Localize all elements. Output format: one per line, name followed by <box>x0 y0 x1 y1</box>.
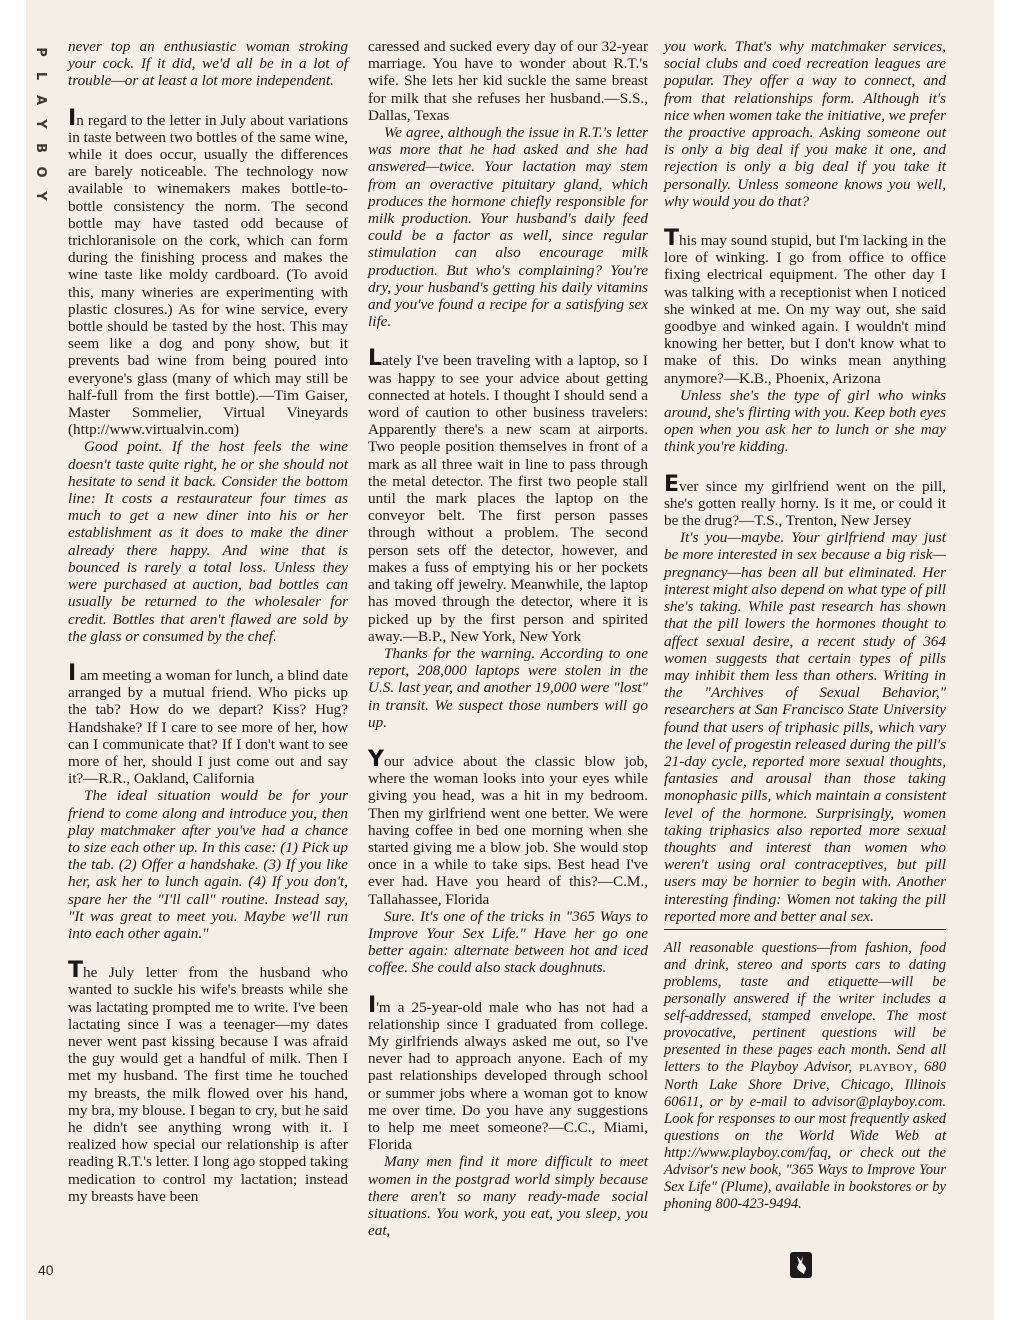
letter <box>368 992 648 1154</box>
letter-text: n regard to the letter in July about variations in taste between two bottles of the same wine, while it does occur, usually the differences are barely noticeable. The technology now available to winemakers makes bottle-to-bottle consistency the norm. The second bottle may have tasted odd because of trichloranisole on the cork, which can form during the finishing process and makes the wine taste like moldy cardboard. (To avoid this, many wineries are experimenting with plastic closures.) As for wine service, every bottle should be tasted by the host. This may seem like a dog and pony show, but it prevents bad wine from being poured into everyone's glass (many of which may still be half-full from the first bottle).—Tim Gaiser, Master Sommelier, Virtual Vineyards (http://www.virtualvin.com) <box>68 111 348 439</box>
letter-text: he July letter from the husband who wanted to suckle his wife's breasts while she was lactating prompted me to write. I've been lactating since I was a teenager—my dates never went past kissing because I was afraid the guy would get a handful of milk. Then I met my husband. The first time he touched my breasts, the milk flowed over his hand, my bra, my blouse. I began to cry, but he said he didn't see anything wrong with it. I realized how special our relationship is after reading R.T.'s letter. I long ago stopped taking medication to control my lactation; instead my breasts have been <box>68 964 348 1205</box>
page-number: 40 <box>38 1262 54 1278</box>
letter <box>68 660 348 788</box>
answer-text: Many men find it more difficult to meet women in the postgrad world simply because there aren't so many ready-made social situations. You work, you eat, you sleep, you eat, <box>368 1153 648 1240</box>
letter-text: ver since my girlfriend went on the pill, she's gotten really horny. Is it me, or could it be the drug?—T.S., Trenton, New Jersey <box>664 477 946 530</box>
letter <box>664 226 946 387</box>
column-2 <box>368 38 648 1239</box>
letter-text: 'm a 25-year-old male who has not had a relationship since I graduated from college. My girlfriends always asked me out, so I've never had to approach anyone. Each of my past relationships developed through school or summer jobs where a woman got to know me over time. Do you have any suggestions to help me meet someone?—C.C., Miami, Florida <box>368 998 648 1154</box>
letter-text: am meeting a woman for lunch, a blind date arranged by a mutual friend. Who picks up the tab? How do we depart? Kiss? Hug? Handshake? If I care to see more of her, how can I communicate that? If I don't want to see more of her, should I just come out and say it?—R.R., Oakland, California <box>68 666 348 788</box>
title-letter: P <box>33 47 48 57</box>
letter-text: ately I've been traveling with a laptop, so I was happy to see your advice about getting connected at hotels. I thought I should send a word of caution to other business travelers: Apparently there's a new scam at airports. Two people position themselves in front of a mark as all three wait in line to pass through the metal detector. The first two people stall until the mark places the laptop on the conveyor belt. The first person passes through without a problem. The second person sets off the detector, however, and makes a fuss of emptying his or her pockets and taking off jewelry. Meanwhile, the laptop has moved through the detector, where it is picked up by the first person and spirited away.—B.P., New York, New York <box>368 352 648 645</box>
letter <box>68 958 348 1205</box>
bunny-logo-icon <box>790 1252 812 1278</box>
submission-info <box>664 940 946 1213</box>
brand-name: PLAYBOY <box>859 1061 914 1074</box>
answer-text: We agree, although the issue in R.T.'s letter was more that he had asked and she had answered—twice. Your lactation may stem from an overactive pituitary gland, which produces the hormone chiefly responsible for milk production. Your husband's daily feed could be a factor as well, since regular stimulation can also encourage milk production. But who's complaining? You're dry, your husband's getting his daily vitamins and you've found a recipe for a satisfying sex life. <box>368 124 648 331</box>
title-letter: B <box>33 143 48 153</box>
answer-text: Thanks for the warning. According to one report, 208,000 laptops were stolen in the U.S. last year, and another 19,000 were "lost" in transit. We suspect those numbers will go up. <box>368 644 648 731</box>
letter <box>368 346 648 645</box>
letter-text: our advice about the classic blow job, where the woman looks into your eyes while giving you head, was a hit in my bedroom. Then my girlfriend went one better. We were having coffee in bed one morning when she started giving me a blow job. She would stop once in a while to take sips. Best head I've ever had. Have you heard of this?—C.M., Tallahassee, Florida <box>368 752 648 908</box>
title-letter: O <box>33 166 48 178</box>
answer-text: never top an enthusiastic woman stroking your cock. If it did, we'd all be in a lot of trouble—or at least a lot more independent. <box>68 38 348 90</box>
letter <box>368 746 648 908</box>
drop-cap: E <box>664 471 680 497</box>
drop-cap: T <box>68 958 84 984</box>
title-letter: L <box>33 71 48 81</box>
page-margin-right <box>994 0 1020 1320</box>
page-margin-left <box>0 0 26 1320</box>
drop-cap: L <box>368 346 383 372</box>
answer-text: Good point. If the host feels the wine doesn't taste quite right, he or she should not hesitate to send it back. Consider the bottom line: It costs a restaurateur four times as much to get a new diner into his or her establishment as it does to make the diner already there happy. And wine that is bounced is rarely a total loss. Unless they were purchased at auction, bad bottles can usually be returned to the wholesaler for credit. Bottles that aren't flawed are sold by the glass or consumed by the chef. <box>68 438 348 645</box>
answer-text: Unless she's the type of girl who winks around, she's flirting with you. Keep both eyes open when you ask her to lunch or she may think you're kidding. <box>664 386 946 456</box>
letter-text: caressed and sucked every day of our 32-year marriage. You have to wonder about R.T.'s wife. She lets her kid suckle the same breast for milk that she refuses her husband.—S.S., Dallas, Texas <box>368 38 648 124</box>
magazine-running-title <box>30 40 50 208</box>
letter <box>664 471 946 530</box>
column-3 <box>664 38 946 1213</box>
letter <box>68 105 348 439</box>
answer-text: The ideal situation would be for your friend to come along and introduce you, then play matchmaker after you've had a chance to size each other up. In this case: (1) Pick up the tab. (2) Offer a handshake. (3) If you like her, ask her to lunch again. (4) If you don't, spare her the "I'll call" routine. Instead say, "It was great to meet you. Maybe we'll run into each other again." <box>68 787 348 942</box>
title-letter: Y <box>33 191 48 201</box>
column-1 <box>68 38 348 1205</box>
answer-text: you work. That's why matchmaker services, social clubs and coed recreation leagues are popular. They offer a way to connect, and from that relationships form. Although it's nice when women take the initiative, we prefer the proactive approach. Asking someone out is only a big deal if you make it one, and rejection is only a big deal if you take it personally. Unless someone knows you well, why would you do that? <box>664 38 947 210</box>
drop-cap: Y <box>368 746 384 772</box>
submission-text: All reasonable questions—from fashion, food and drink, stereo and sports cars to dating problems, taste and etiquette—will be personally answered if the writer includes a self-addressed, stamped envelope. The most provocative, pertinent questions will be presented in these pages each month. Send all letters to the Playboy Advisor, <box>664 939 946 1075</box>
title-letter: Y <box>33 119 48 129</box>
drop-cap: I <box>368 992 377 1018</box>
drop-cap: T <box>664 226 680 252</box>
section-divider <box>664 929 946 930</box>
answer-text: It's you—maybe. Your girlfriend may just be more interested in sex because a big risk—pregnancy—has been all but eliminated. Her interest might also depend on what type of pill she's taking. While past research has shown that the pill lowers the hormones thought to affect sexual desire, a recent study of 364 women suggests that certain types of pills may inhibit them less than others. Writing in the "Archives of Sexual Behavior," researchers at San Francisco State University found that users of triphasic pills, which vary the level of progestin released during the pill's 21-day cycle, reported more sexual thoughts, fantasies and arousal than those taking monophasic pills, which maintain a consistent level of the hormone. Surprisingly, women taking triphasics also reported more sexual thoughts and interest than women who weren't using oral contraceptives, but pill users may be hornier to begin with. Another interesting finding: Women not taking the pill reported more and better anal sex. <box>664 529 946 925</box>
drop-cap: I <box>68 660 77 686</box>
submission-text: , 680 North Lake Shore Drive, Chicago, Illinois 60611, or by e-mail to advisor@playboy.com. Look for responses to our most frequently asked questions on the World Wide Web at http://www.playboy.com/faq, or check out the Advisor's new book, "365 Ways to Improve Your Sex Life" (Plume), available in bookstores or by phoning 800-423-9494. <box>664 1058 946 1212</box>
letter-text: his may sound stupid, but I'm lacking in the lore of winking. I go from office to office fixing electrical equipment. The other day I was talking with a receptionist when I noticed she winked at me. On my way out, she said goodbye and winked again. I wouldn't mind knowing her better, but I don't know what to make of this. Do winks mean anything anymore?—K.B., Phoenix, Arizona <box>664 232 946 387</box>
drop-cap: I <box>68 105 77 131</box>
title-letter: A <box>33 94 48 106</box>
answer-text: Sure. It's one of the tricks in "365 Ways to Improve Your Sex Life." Have her go one better again: alternate between hot and iced coffee. She could also stack doughnuts. <box>368 907 648 977</box>
